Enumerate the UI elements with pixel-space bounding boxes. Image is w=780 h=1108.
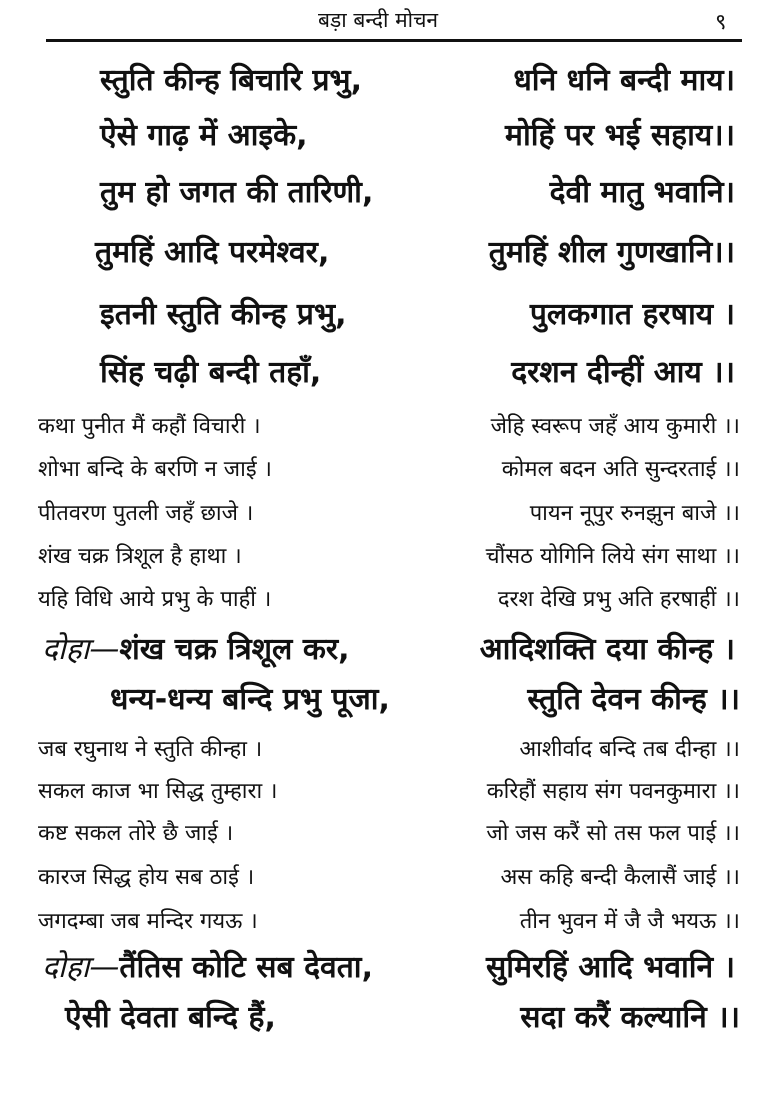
verse-second-half: जो जस करैं सो तस फल पाई ।। xyxy=(486,821,740,846)
verse-line xyxy=(38,497,740,527)
verse-first-half xyxy=(110,677,390,718)
verse-first-half-text: शंख चक्र त्रिशूल कर, xyxy=(119,632,350,667)
verse-first-half-text: पीतवरण पुतली जहँ छाजे । xyxy=(38,501,254,526)
verse-first-half-text: सकल काज भा सिद्ध तुम्हारा । xyxy=(38,779,278,804)
verse-first-half xyxy=(38,540,242,570)
verse-first-half-text: जगदम्बा जब मन्दिर गयऊ । xyxy=(38,909,258,934)
verse-first-half-text: तुम हो जगत की तारिणी, xyxy=(100,175,374,210)
verse-first-half xyxy=(38,497,253,527)
verse-line xyxy=(38,817,740,847)
verse-first-half-text: कष्ट सकल तोरे छै जाई । xyxy=(38,821,234,846)
verse-line xyxy=(100,58,735,99)
verse-first-half xyxy=(38,583,271,613)
verse-first-half xyxy=(38,733,262,763)
verse-line xyxy=(38,733,740,763)
verse-second-half: तुमहिं शील गुणखानि।। xyxy=(488,235,735,270)
verse-line xyxy=(38,453,740,483)
running-title: बड़ा बन्दी मोचन xyxy=(318,8,439,32)
verse-second-half: सुमिरहिं आदि भवानि । xyxy=(486,950,735,985)
verse-line xyxy=(38,861,740,891)
verse-first-half xyxy=(100,292,347,333)
verse-first-half xyxy=(38,905,258,935)
verse-line xyxy=(100,292,735,333)
verse-line xyxy=(38,583,740,613)
verse-line xyxy=(110,677,740,718)
verse-line xyxy=(65,995,740,1036)
verse-first-half-text: तुमहिं आदि परमेश्वर, xyxy=(95,235,330,270)
verse-first-half xyxy=(100,113,308,154)
verse-line xyxy=(100,113,735,154)
verse-second-half: दरशन दीन्हीं आय ।। xyxy=(511,355,735,390)
verse-second-half: पायन नूपुर रुनझुन बाजे ।। xyxy=(529,501,740,526)
verse-second-half: स्तुति देवन कीन्ह ।। xyxy=(527,682,740,717)
verse-first-half xyxy=(65,995,276,1036)
verse-line xyxy=(38,905,740,935)
verse-first-half xyxy=(95,230,329,271)
verse-first-half xyxy=(38,817,233,847)
verse-first-half xyxy=(42,627,350,668)
verse-second-half: देवी मातु भवानि। xyxy=(549,175,735,210)
verse-first-half-text: इतनी स्तुति कीन्ह प्रभु, xyxy=(100,297,347,332)
verse-line xyxy=(38,410,740,440)
verse-first-half-text: यहि विधि आये प्रभु के पाहीं । xyxy=(38,587,272,612)
verse-first-half xyxy=(38,861,254,891)
verse-first-half-text: शोभा बन्दि के बरणि न जाई । xyxy=(38,457,272,482)
page-number: ९ xyxy=(715,10,727,35)
verse-second-half: चौंसठ योगिनि लिये संग साथा ।। xyxy=(485,544,740,569)
verse-first-half-text: शंख चक्र त्रिशूल है हाथा । xyxy=(38,544,242,569)
verse-first-half xyxy=(42,945,373,986)
verse-second-half: आशीर्वाद बन्दि तब दीन्हा ।। xyxy=(519,737,740,762)
verse-first-half-text: स्तुति कीन्ह बिचारि प्रभु, xyxy=(100,63,362,98)
verse-line xyxy=(100,350,735,391)
verse-second-half: पुलकगात हरषाय । xyxy=(529,297,735,332)
verse-second-half: दरश देखि प्रभु अति हरषाहीं ।। xyxy=(497,587,740,612)
verse-second-half: मोहिं पर भई सहाय।। xyxy=(505,118,735,153)
verse-second-half: जेहि स्वरूप जहँ आय कुमारी ।। xyxy=(490,414,740,439)
verse-first-half xyxy=(100,350,321,391)
doha-line xyxy=(42,627,735,668)
verse-first-half xyxy=(100,58,362,99)
doha-label: दोहा— xyxy=(42,950,120,985)
verse-first-half xyxy=(38,453,272,483)
doha-label: दोहा— xyxy=(42,632,120,667)
page-header xyxy=(0,4,780,34)
verse-line xyxy=(95,230,735,271)
verse-first-half-text: कारज सिद्ध होय सब ठाई । xyxy=(38,865,255,890)
verse-line xyxy=(100,170,735,211)
verse-first-half-text: तैंतिस कोटि सब देवता, xyxy=(119,950,373,985)
verse-first-half-text: कथा पुनीत मैं कहौं विचारी । xyxy=(38,414,261,439)
verse-second-half: तीन भुवन में जै जै भयऊ ।। xyxy=(519,909,740,934)
doha-line xyxy=(42,945,735,986)
verse-first-half xyxy=(100,170,373,211)
verse-line xyxy=(38,540,740,570)
verse-first-half xyxy=(38,410,261,440)
verse-second-half: अस कहि बन्दी कैलासैं जाई ।। xyxy=(500,865,740,890)
verse-first-half-text: ऐसे गाढ़ में आइके, xyxy=(100,118,308,153)
verse-second-half: कोमल बदन अति सुन्दरताई ।। xyxy=(501,457,740,482)
verse-second-half: करिहौं सहाय संग पवनकुमारा ।। xyxy=(486,779,740,804)
header-rule xyxy=(46,39,742,42)
verse-first-half xyxy=(38,775,277,805)
verse-second-half: आदिशक्ति दया कीन्ह । xyxy=(479,632,735,667)
verse-second-half: सदा करैं कल्यानि ।। xyxy=(520,1000,740,1035)
verse-line xyxy=(38,775,740,805)
verse-first-half-text: धन्य-धन्य बन्दि प्रभु पूजा, xyxy=(110,682,390,717)
verse-first-half-text: जब रघुनाथ ने स्तुति कीन्हा । xyxy=(38,737,263,762)
verse-second-half: धनि धनि बन्दी माय। xyxy=(513,63,735,98)
verse-first-half-text: सिंह चढ़ी बन्दी तहाँ, xyxy=(100,355,322,390)
verse-first-half-text: ऐसी देवता बन्दि हैं, xyxy=(65,1000,276,1035)
